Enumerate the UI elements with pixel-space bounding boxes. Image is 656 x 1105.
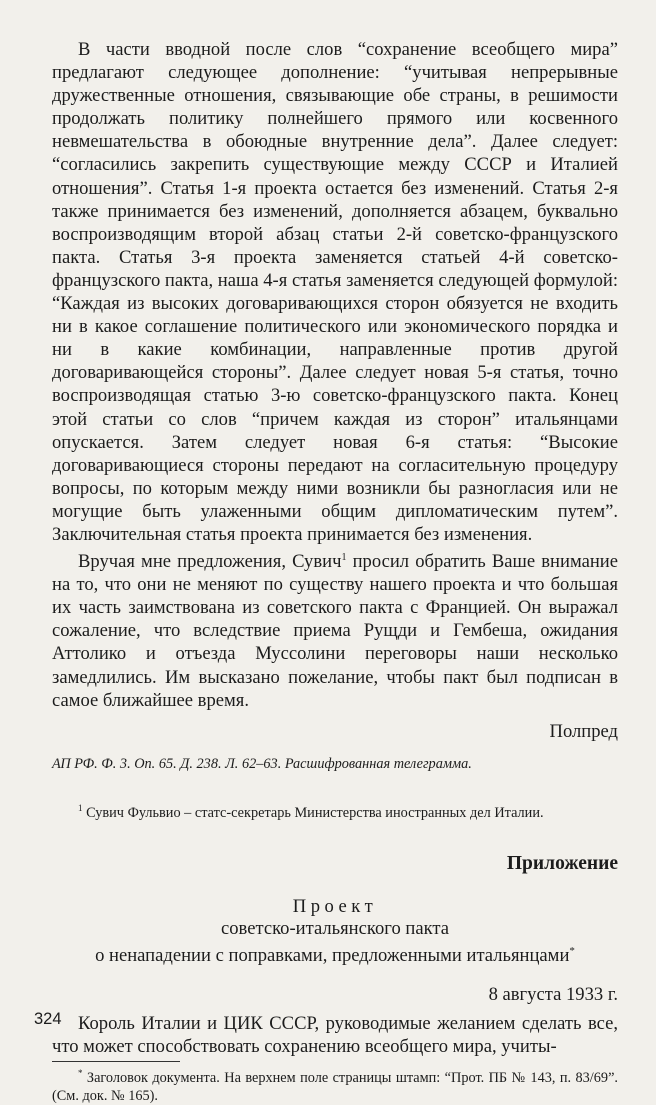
paragraph-2 [52,546,618,712]
paragraph-2-end: просил обратить Ваше внимание на то, что они не меняют по существу нашего проекта и что большая их часть заимствована из советского пакта с Францией. Он выражал сожаление, что вследствие приема Рущди и Гембеша, ожидания Аттолико и отъезда Муссолини переговоры наши несколько замедлились. Им высказано пожелание, чтобы пакт был подписан в самое ближайшее время. [52,551,618,711]
footnote-2 [52,1064,618,1105]
signature: Полпред [549,720,618,742]
paragraph-1: В части вводной после слов “сохранение всеобщего мира” предлагают следующее дополнение: “учитывая непрерывные дружественные отношения, связывающие обе страны, в решимости продолжать политику полнейшего прямого или косвенного невмешательства в обоюдные внутренние дела”. Далее следует: “согласились закрепить существующие между СССР и Италией отношения”. Статья 1-я проекта остается без изменений. Статья 2-я также принимается без изменений, дополняется абзацем, буквально воспроизводящим второй абзац статьи 2-й советско-французского пакта. Статья 3-я проекта заменяется статьей 4-й советско-французского пакта, наша 4-я статья заменяется следующей формулой: “Каждая из высоких договаривающихся сторон обязуется не входить ни в какое соглашение политического или экономического порядка и ни в какие комбинации, направленные против другой договаривающейся стороны”. Далее следует новая 5-я статья, точно воспроизводящая статью 3-ю советско-французского пакта. Конец этой статьи со слов “причем каждая из сторон” итальянцами опускается. Затем следует новая 6-я статья: “Высокие договаривающиеся стороны передают на согласительную процедуру вопросы, по которым между ними возникли бы разногласия или не могущие быть улаженными общим дипломатическим путем”. Заключительная статья проекта принимается без изменения. [52,39,618,545]
paragraph-3: Король Италии и ЦИК СССР, руководимые желанием сделать все, что может способствовать сохранению всеобщего мира, учиты- [52,1012,618,1057]
document-date: 8 августа 1933 г. [488,983,618,1005]
document-title [52,896,618,967]
archive-source: АП РФ. Ф. 3. Оп. 65. Д. 238. Л. 62–63. Расшифрованная телеграмма. [52,755,472,772]
footnote-1 [52,799,618,822]
paragraph-2-start: Вручая мне предложения, Сувич [78,551,342,573]
footnote-ref-1: 1 [341,552,347,564]
document-title-line-3-text: о ненападении с поправками, предложенными итальянцами [95,944,570,966]
document-title-line-3 [52,940,618,967]
footnote-divider [52,1061,180,1062]
page-number: 324 [34,1010,62,1028]
appendix-heading: Приложение [506,852,618,874]
footnote-1-marker: 1 [78,802,83,813]
document-title-line-2: советско-итальянского пакта [221,917,449,939]
footnote-2-marker: * [78,1067,83,1078]
title-footnote-ref: * [569,944,575,957]
page-content [52,38,618,1105]
footnote-2-text: Заголовок документа. На верхнем поле страницы штамп: “Прот. ПБ № 143, п. 83/69”. (См. док. № 165). [52,1069,618,1104]
footnote-1-text: Сувич Фульвио – статс-секретарь Министерства иностранных дел Италии. [82,804,544,821]
document-title-line-1: Проект [292,895,378,917]
